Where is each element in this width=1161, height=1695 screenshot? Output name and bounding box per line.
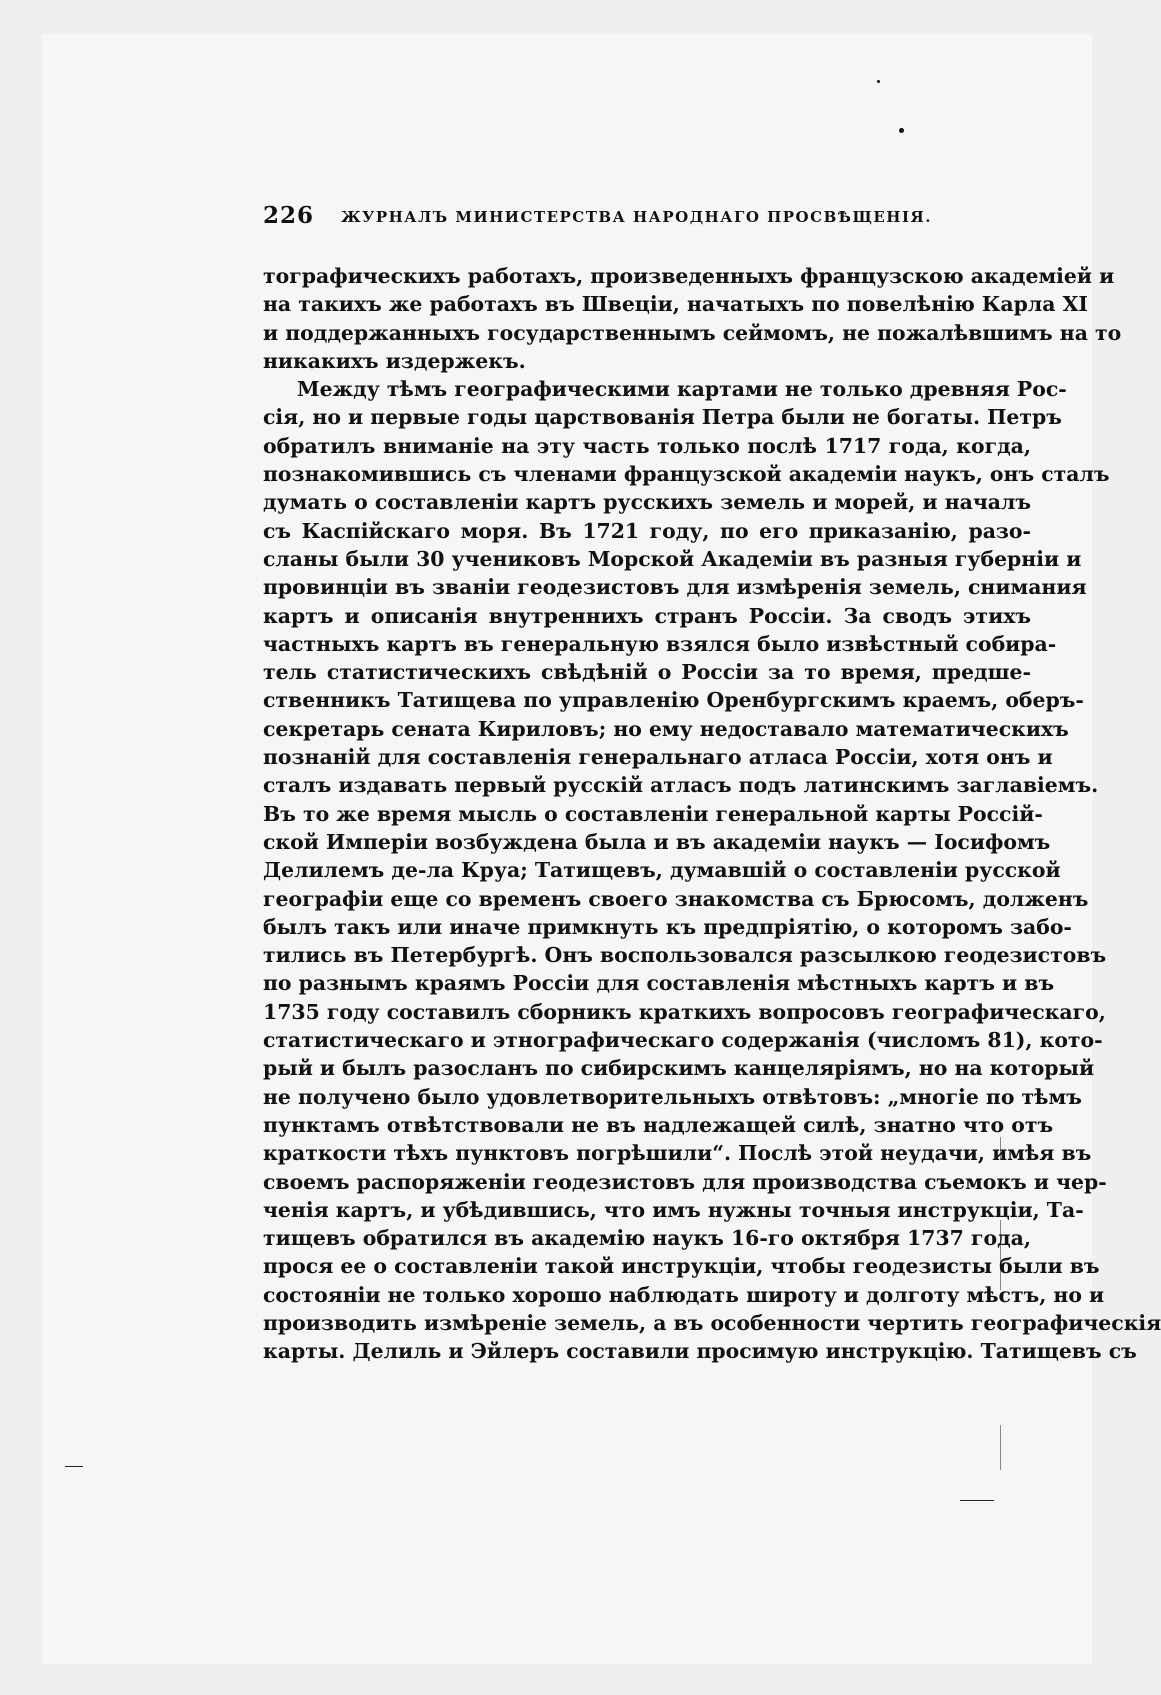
text-line: никакихъ издержекъ. bbox=[263, 348, 526, 373]
text-line: сія, но и первые годы царствованія Петра были не богаты. Петръ bbox=[263, 405, 1062, 430]
text-line: Между тѣмъ географическими картами не только древняя Рос- bbox=[297, 377, 1067, 402]
text-line: 1735 году составилъ сборникъ краткихъ вопросовъ географическаго, bbox=[263, 999, 1106, 1024]
text-line: производить измѣреніе земель, а въ особенности чертить географическія bbox=[263, 1310, 1161, 1335]
text-line: частныхъ картъ въ генеральную взялся было извѣстный собира- bbox=[263, 631, 1057, 656]
text-line: карты. Делиль и Эйлеръ составили просимую инструкцію. Татищевъ съ bbox=[263, 1339, 1137, 1364]
text-line: тографическихъ работахъ, произведенныхъ французскою академіей и bbox=[263, 264, 1115, 288]
text-line: провинціи въ званіи геодезистовъ для измѣренія земель, снимания bbox=[263, 575, 1087, 600]
text-line: не получено было удовлетворительныхъ отвѣтовъ: „многіе по тѣмъ bbox=[263, 1084, 1082, 1109]
text-line: обратилъ вниманіе на эту часть только послѣ 1717 года, когда, bbox=[263, 433, 1031, 458]
text-line: сланы были 30 учениковъ Морской Академіи въ разныя губерніи и bbox=[263, 546, 1082, 571]
text-line: состояніи не только хорошо наблюдать широту и долготу мѣстъ, но и bbox=[263, 1282, 1105, 1307]
text-line: былъ такъ или иначе примкнуть къ предпріятію, о которомъ забо- bbox=[263, 914, 1072, 939]
text-line: географіи еще со временъ своего знакомства съ Брюсомъ, долженъ bbox=[263, 886, 1089, 911]
scan-speck bbox=[899, 128, 904, 133]
text-line: своемъ распоряженіи геодезистовъ для производства съемокъ и чер- bbox=[263, 1169, 1107, 1194]
text-line: секретарь сената Кириловъ; но ему недоставало математическихъ bbox=[263, 716, 1069, 741]
page-number: 226 bbox=[263, 202, 315, 229]
running-title: ЖУРНАЛЪ МИНИСТЕРСТВА НАРОДНАГО ПРОСВѢЩЕНІЯ. bbox=[341, 208, 932, 226]
text-line: тель статистическихъ свѣдѣній о Россіи за то время, предше- bbox=[263, 660, 1031, 685]
body-text bbox=[263, 262, 1161, 1366]
text-line: краткости тѣхъ пунктовъ погрѣшили“. Послѣ этой неудачи, имѣя въ bbox=[263, 1141, 1092, 1166]
text-line: и поддержанныхъ государственнымъ сеймомъ, не пожалѣвшимъ на то bbox=[263, 320, 1122, 345]
text-line: познаній для составленія генеральнаго атласа Россіи, хотя онъ и bbox=[263, 745, 1053, 770]
text-line: прося ее о составленіи такой инструкціи, чтобы геодезисты были въ bbox=[263, 1254, 1100, 1279]
scan-edge-mark bbox=[1000, 1425, 1001, 1470]
page-header bbox=[263, 200, 933, 234]
text-line: на такихъ же работахъ въ Швеціи, начатыхъ по повелѣнію Карла XI bbox=[263, 292, 1088, 317]
text-line: познакомившись съ членами французской академіи наукъ, онъ сталъ bbox=[263, 462, 1110, 487]
text-line: ской Имперіи возбуждена была и въ академіи наукъ — Іосифомъ bbox=[263, 829, 1051, 854]
text-line: Делилемъ де-ла Круа; Татищевъ, думавшій о составленіи русской bbox=[263, 858, 1061, 883]
text-line: тищевъ обратился въ академію наукъ 16-го октября 1737 года, bbox=[263, 1226, 1031, 1251]
text-line: тились въ Петербургѣ. Онъ воспользовался разсылкою геодезистовъ bbox=[263, 943, 1107, 968]
text-line: картъ и описанія внутреннихъ странъ Россіи. За сводъ этихъ bbox=[263, 603, 1031, 628]
text-line: съ Каспійскаго моря. Въ 1721 году, по его приказанію, разо- bbox=[263, 518, 1031, 543]
text-line: статистическаго и этнографическаго содержанія (числомъ 81), кото- bbox=[263, 1028, 1103, 1053]
scan-line-mark bbox=[65, 1466, 83, 1467]
scan-line-mark bbox=[960, 1500, 994, 1501]
text-line: Въ то же время мысль о составленіи генеральной карты Россій- bbox=[263, 801, 1043, 826]
text-line: сталъ издавать первый русскій атласъ подъ латинскимъ заглавіемъ. bbox=[263, 773, 1099, 798]
text-line: пунктамъ отвѣтствовали не въ надлежащей силѣ, знатно что отъ bbox=[263, 1112, 1054, 1137]
text-line: ственникъ Татищева по управленію Оренбургскимъ краемъ, оберъ- bbox=[263, 688, 1084, 713]
text-line: рый и былъ разосланъ по сибирскимъ канцеляріямъ, но на который bbox=[263, 1056, 1095, 1081]
text-line: ченія картъ, и убѣдившись, что имъ нужны точныя инструкціи, Та- bbox=[263, 1197, 1084, 1222]
text-line: по разнымъ краямъ Россіи для составленія мѣстныхъ картъ и въ bbox=[263, 971, 1055, 996]
scan-speck bbox=[877, 80, 880, 83]
text-line: думать о составленіи картъ русскихъ земель и морей, и началъ bbox=[263, 490, 1031, 515]
